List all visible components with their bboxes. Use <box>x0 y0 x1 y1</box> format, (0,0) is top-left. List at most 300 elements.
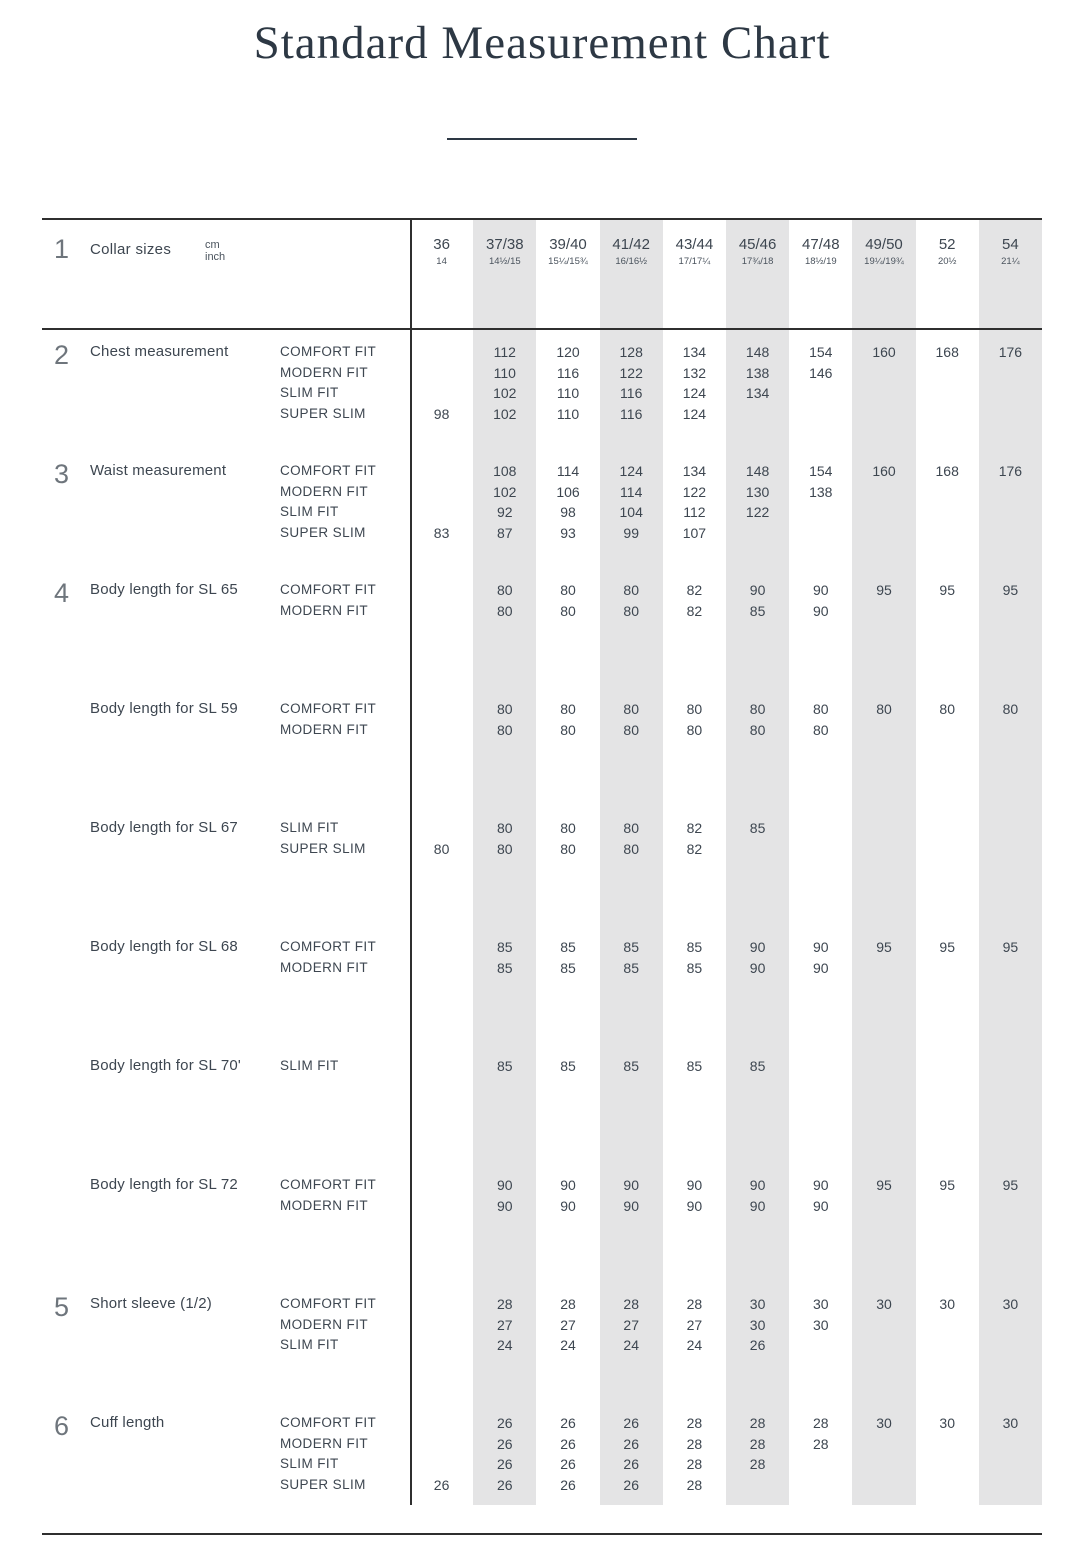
value-cell <box>916 1335 979 1356</box>
value-cell: 87 <box>497 524 513 541</box>
value-cell: 26 <box>623 1476 639 1493</box>
value-cell: 30 <box>813 1316 829 1333</box>
value-cell: 28 <box>686 1476 703 1493</box>
value-cell: 83 <box>433 524 450 541</box>
size-inch: 14 <box>436 256 447 267</box>
value-cell: 154 <box>809 344 833 360</box>
value-cell: 90 <box>623 1177 639 1193</box>
value-cell <box>410 1056 473 1077</box>
value-cell: 80 <box>433 840 450 857</box>
measurement-label: Body length for SL 70' <box>90 1057 241 1074</box>
value-cell: 116 <box>556 364 580 381</box>
title-divider <box>447 138 637 140</box>
value-cell: 108 <box>493 463 517 479</box>
fit-label: MODERN FIT <box>280 721 368 737</box>
value-cell: 85 <box>686 959 703 976</box>
size-inch: 18½/19 <box>804 256 837 267</box>
value-cell <box>789 1056 852 1077</box>
unit-cm: cm <box>205 239 220 251</box>
measurement-label: Body length for SL 65 <box>90 581 238 598</box>
value-cell: 24 <box>497 1337 513 1353</box>
value-cell <box>979 839 1042 860</box>
value-cell <box>410 1434 473 1455</box>
size-inch: 14½/15 <box>488 256 521 267</box>
value-cell: 176 <box>998 463 1023 479</box>
value-cell <box>916 523 979 544</box>
value-cell <box>789 404 852 425</box>
value-cell <box>410 937 473 958</box>
value-cell <box>789 383 852 404</box>
size-cm: 47/48 <box>802 236 840 253</box>
fit-label: MODERN FIT <box>280 1435 368 1451</box>
value-cell: 95 <box>1002 582 1019 598</box>
value-cell: 28 <box>813 1435 829 1452</box>
size-column-header <box>473 236 536 328</box>
size-inch: 21¼ <box>1001 256 1020 267</box>
value-cell <box>852 363 915 384</box>
value-cell: 146 <box>809 364 833 381</box>
value-cell <box>852 383 915 404</box>
size-column-header <box>600 236 663 328</box>
value-cell: 26 <box>623 1456 639 1472</box>
value-cell: 28 <box>497 1296 513 1312</box>
value-cell: 26 <box>497 1476 513 1493</box>
value-cell: 80 <box>560 840 576 857</box>
value-cell: 130 <box>745 483 770 500</box>
value-cell <box>410 1454 473 1475</box>
measurement-label: Chest measurement <box>90 343 229 360</box>
value-cell: 28 <box>686 1435 703 1452</box>
value-cell: 24 <box>623 1337 639 1353</box>
size-cm: 49/50 <box>865 236 903 253</box>
value-cell <box>916 839 979 860</box>
measurement-group <box>42 1044 1042 1163</box>
value-cell <box>410 958 473 979</box>
value-cell: 132 <box>682 364 707 381</box>
size-cm: 41/42 <box>612 236 650 253</box>
value-cell: 114 <box>620 483 643 500</box>
value-cell: 85 <box>560 959 576 976</box>
value-cell: 85 <box>560 1058 576 1074</box>
row-number: 1 <box>54 234 70 264</box>
row-number: 4 <box>54 578 70 608</box>
label-data-divider <box>410 220 412 1505</box>
value-cell <box>916 720 979 741</box>
value-cell: 85 <box>686 939 703 955</box>
value-cell <box>852 720 915 741</box>
value-cell <box>916 502 979 523</box>
value-cell: 24 <box>686 1337 703 1353</box>
value-cell <box>852 1056 915 1077</box>
value-cell: 26 <box>497 1415 513 1431</box>
collar-sizes-row <box>42 220 1042 330</box>
value-cell <box>979 1475 1042 1496</box>
value-cell: 30 <box>876 1296 892 1312</box>
fit-label: SLIM FIT <box>280 385 339 400</box>
measurement-label: Short sleeve (1/2) <box>90 1295 212 1312</box>
value-cell: 85 <box>623 939 639 955</box>
value-cell <box>916 1475 979 1496</box>
measurement-label: Body length for SL 68 <box>90 938 238 955</box>
value-cell: 95 <box>876 582 892 598</box>
size-column-header <box>789 236 852 328</box>
value-cell: 90 <box>560 1197 576 1214</box>
value-cell: 98 <box>433 405 450 422</box>
fit-label: SLIM FIT <box>280 504 339 519</box>
value-cell: 82 <box>686 820 703 836</box>
fit-label: COMFORT FIT <box>280 1296 377 1311</box>
value-cell: 28 <box>813 1415 829 1431</box>
measurement-group <box>42 449 1042 568</box>
value-cell <box>979 601 1042 622</box>
value-cell <box>852 839 915 860</box>
fit-label: COMFORT FIT <box>280 344 377 359</box>
value-cell <box>410 720 473 741</box>
value-cell <box>979 720 1042 741</box>
value-cell: 116 <box>620 405 643 422</box>
size-inch: 17¾/18 <box>741 256 774 267</box>
value-cell: 30 <box>1002 1296 1019 1312</box>
value-cell: 28 <box>686 1415 703 1431</box>
size-cm: 52 <box>938 236 956 253</box>
value-cell: 80 <box>623 721 639 738</box>
value-cell <box>410 1294 473 1315</box>
value-cell <box>852 1454 915 1475</box>
size-cm: 36 <box>433 236 450 253</box>
row-number <box>42 699 90 720</box>
value-cell: 134 <box>745 385 770 401</box>
fit-label: MODERN FIT <box>280 1316 368 1332</box>
value-cell: 124 <box>682 385 707 401</box>
value-cell: 90 <box>623 1197 639 1214</box>
size-cm: 45/46 <box>738 236 777 253</box>
fit-label: COMFORT FIT <box>280 1415 377 1430</box>
fit-label: SUPER SLIM <box>280 840 366 856</box>
value-cell: 90 <box>749 582 766 598</box>
value-cell <box>916 383 979 404</box>
value-cell: 168 <box>935 463 959 479</box>
value-cell: 92 <box>497 504 513 520</box>
value-cell <box>852 404 915 425</box>
value-cell: 90 <box>560 1177 576 1193</box>
measurement-group <box>42 330 1042 449</box>
value-cell: 28 <box>749 1435 766 1452</box>
value-cell: 99 <box>623 524 639 541</box>
value-cell <box>852 1315 915 1336</box>
size-column-header <box>852 236 915 328</box>
value-cell: 122 <box>745 504 770 520</box>
size-column-header <box>663 236 726 328</box>
value-cell: 154 <box>809 463 833 479</box>
value-cell: 112 <box>493 344 516 360</box>
value-cell: 26 <box>560 1415 576 1431</box>
fit-label: MODERN FIT <box>280 959 368 975</box>
fit-label: SLIM FIT <box>280 1058 339 1073</box>
measurement-label: Waist measurement <box>90 462 227 479</box>
value-cell: 80 <box>623 840 639 857</box>
value-cell <box>789 1335 852 1356</box>
value-cell <box>852 1434 915 1455</box>
value-cell: 85 <box>749 820 766 836</box>
value-cell <box>979 363 1042 384</box>
fit-label: MODERN FIT <box>280 1197 368 1213</box>
fit-label: SLIM FIT <box>280 1456 339 1471</box>
value-cell: 90 <box>749 959 766 976</box>
value-cell: 24 <box>560 1337 576 1353</box>
value-cell: 90 <box>813 1197 829 1214</box>
value-cell <box>979 1335 1042 1356</box>
value-cell: 80 <box>497 701 513 717</box>
value-cell: 80 <box>686 701 703 717</box>
value-cell <box>410 342 473 363</box>
value-cell: 102 <box>493 483 517 500</box>
measurement-group <box>42 925 1042 1044</box>
value-cell: 28 <box>686 1456 703 1472</box>
size-inch: 16/16½ <box>615 256 648 267</box>
value-cell: 114 <box>556 463 580 479</box>
value-cell <box>852 482 915 503</box>
value-cell: 27 <box>623 1316 639 1333</box>
value-cell <box>916 818 979 839</box>
value-cell <box>852 502 915 523</box>
value-cell <box>916 1315 979 1336</box>
row-number <box>42 1056 90 1077</box>
value-cell: 28 <box>749 1456 766 1472</box>
value-cell: 28 <box>623 1296 639 1312</box>
value-cell <box>979 1315 1042 1336</box>
value-cell: 80 <box>560 721 576 738</box>
value-cell: 80 <box>876 701 892 717</box>
unit-inch: inch <box>205 251 226 263</box>
value-cell <box>852 523 915 544</box>
value-cell: 26 <box>560 1456 576 1472</box>
value-cell: 26 <box>749 1337 766 1353</box>
value-cell: 30 <box>813 1296 829 1312</box>
value-cell <box>979 1056 1042 1077</box>
fit-label: COMFORT FIT <box>280 1177 377 1192</box>
value-cell: 80 <box>623 602 639 619</box>
value-cell: 80 <box>497 840 513 857</box>
value-cell: 138 <box>745 364 770 381</box>
fit-label: MODERN FIT <box>280 602 368 618</box>
value-cell <box>852 601 915 622</box>
value-cell <box>410 699 473 720</box>
value-cell <box>410 601 473 622</box>
value-cell: 27 <box>497 1316 513 1333</box>
fit-label: COMFORT FIT <box>280 939 377 954</box>
value-cell: 95 <box>939 939 955 955</box>
value-cell <box>979 1196 1042 1217</box>
value-cell <box>916 1454 979 1475</box>
value-cell <box>916 404 979 425</box>
fit-label: SUPER SLIM <box>280 524 366 540</box>
value-cell: 82 <box>686 582 703 598</box>
value-cell: 80 <box>813 701 829 717</box>
value-cell: 80 <box>1002 701 1019 717</box>
value-cell <box>852 818 915 839</box>
value-cell: 95 <box>1002 939 1019 955</box>
value-cell: 85 <box>497 939 513 955</box>
value-cell: 102 <box>493 405 517 422</box>
size-inch: 19¼/19¾ <box>864 256 904 267</box>
value-cell: 30 <box>939 1415 955 1431</box>
value-cell: 85 <box>497 1058 513 1074</box>
value-cell: 104 <box>619 504 643 520</box>
value-cell: 80 <box>497 602 513 619</box>
value-cell: 80 <box>497 721 513 738</box>
value-cell: 112 <box>683 504 706 520</box>
value-cell <box>852 1196 915 1217</box>
value-cell: 90 <box>813 602 829 619</box>
value-cell: 95 <box>939 582 955 598</box>
measurement-group <box>42 1282 1042 1401</box>
value-cell <box>410 363 473 384</box>
value-cell <box>979 818 1042 839</box>
size-inch: 15¼/15¾ <box>548 256 588 267</box>
value-cell: 148 <box>745 463 770 479</box>
value-cell <box>410 1335 473 1356</box>
value-cell: 176 <box>998 344 1023 360</box>
page-title: Standard Measurement Chart <box>253 17 831 69</box>
value-cell: 95 <box>876 1177 892 1193</box>
value-cell: 110 <box>556 385 580 401</box>
value-cell <box>979 1454 1042 1475</box>
value-cell: 28 <box>560 1296 576 1312</box>
measurement-label: Body length for SL 72 <box>90 1176 238 1193</box>
size-cm: 43/44 <box>675 236 714 253</box>
value-cell <box>410 580 473 601</box>
fit-label: COMFORT FIT <box>280 701 377 716</box>
value-cell <box>410 1196 473 1217</box>
value-cell <box>916 1196 979 1217</box>
value-cell <box>726 839 789 860</box>
value-cell <box>916 601 979 622</box>
value-cell: 30 <box>749 1316 766 1333</box>
value-cell: 93 <box>560 524 576 541</box>
value-cell: 90 <box>813 959 829 976</box>
value-cell: 95 <box>876 939 892 955</box>
value-cell <box>410 1315 473 1336</box>
value-cell: 120 <box>556 344 580 360</box>
value-cell <box>789 502 852 523</box>
value-cell: 82 <box>686 840 703 857</box>
value-cell: 26 <box>433 1476 450 1493</box>
value-cell <box>979 523 1042 544</box>
size-column-header <box>726 236 789 328</box>
measurement-label: Body length for SL 67 <box>90 819 238 836</box>
value-cell: 80 <box>623 701 639 717</box>
value-cell <box>410 1175 473 1196</box>
value-cell <box>410 461 473 482</box>
measurement-label: Cuff length <box>90 1414 165 1431</box>
value-cell: 110 <box>493 364 516 381</box>
value-cell: 124 <box>682 405 707 422</box>
value-cell <box>726 1475 789 1496</box>
value-cell <box>979 502 1042 523</box>
size-column-header <box>916 236 979 328</box>
value-cell: 26 <box>497 1435 513 1452</box>
value-cell: 168 <box>935 344 959 360</box>
value-cell: 90 <box>749 1177 766 1193</box>
value-cell <box>916 1434 979 1455</box>
value-cell: 106 <box>556 483 580 500</box>
value-cell: 27 <box>686 1316 703 1333</box>
value-cell: 160 <box>872 463 896 479</box>
value-cell <box>789 523 852 544</box>
value-cell: 90 <box>497 1177 513 1193</box>
value-cell: 30 <box>876 1415 892 1431</box>
value-cell: 90 <box>813 1177 829 1193</box>
value-cell: 26 <box>560 1435 576 1452</box>
value-cell: 95 <box>939 1177 955 1193</box>
value-cell: 148 <box>745 344 770 360</box>
value-cell: 27 <box>560 1316 576 1333</box>
value-cell: 80 <box>939 701 955 717</box>
fit-label: COMFORT FIT <box>280 463 377 478</box>
value-cell <box>852 1335 915 1356</box>
value-cell: 85 <box>623 959 639 976</box>
value-cell: 107 <box>682 524 707 541</box>
value-cell: 80 <box>813 721 829 738</box>
value-cell: 90 <box>749 939 766 955</box>
value-cell <box>410 818 473 839</box>
measurement-group <box>42 687 1042 806</box>
value-cell: 80 <box>560 602 576 619</box>
row-number <box>42 818 90 839</box>
value-cell: 90 <box>686 1197 703 1214</box>
value-cell <box>916 363 979 384</box>
value-cell: 134 <box>682 463 707 479</box>
value-cell: 124 <box>619 463 643 479</box>
value-cell: 90 <box>813 939 829 955</box>
measurement-group <box>42 1163 1042 1282</box>
value-cell <box>852 958 915 979</box>
value-cell <box>916 482 979 503</box>
value-cell: 95 <box>1002 1177 1019 1193</box>
value-cell: 90 <box>497 1197 513 1214</box>
value-cell: 26 <box>623 1415 639 1431</box>
value-cell: 160 <box>872 344 896 360</box>
value-cell: 26 <box>497 1456 513 1472</box>
value-cell: 26 <box>623 1435 639 1452</box>
measurement-groups <box>42 330 1042 1505</box>
value-cell: 110 <box>556 405 580 422</box>
value-cell: 122 <box>619 364 643 381</box>
value-cell: 80 <box>749 701 766 717</box>
value-cell: 30 <box>939 1296 955 1312</box>
value-cell <box>979 482 1042 503</box>
value-cell: 80 <box>560 582 576 598</box>
measurement-label: Body length for SL 59 <box>90 700 238 717</box>
value-cell: 128 <box>619 344 643 360</box>
fit-label: SUPER SLIM <box>280 1476 366 1492</box>
size-inch: 17/17¼ <box>678 256 711 267</box>
measurement-group <box>42 1401 1042 1505</box>
size-cm: 54 <box>1002 236 1019 253</box>
value-cell <box>979 404 1042 425</box>
value-cell: 28 <box>686 1296 703 1312</box>
value-cell: 80 <box>686 721 703 738</box>
value-cell: 85 <box>623 1058 639 1074</box>
row-number: 2 <box>54 340 70 370</box>
value-cell: 134 <box>682 344 707 360</box>
value-cell: 80 <box>497 582 513 598</box>
value-cell <box>979 958 1042 979</box>
value-cell: 90 <box>749 1197 766 1214</box>
value-cell <box>789 1454 852 1475</box>
row-number: 6 <box>54 1411 70 1441</box>
row-number: 5 <box>54 1292 70 1322</box>
